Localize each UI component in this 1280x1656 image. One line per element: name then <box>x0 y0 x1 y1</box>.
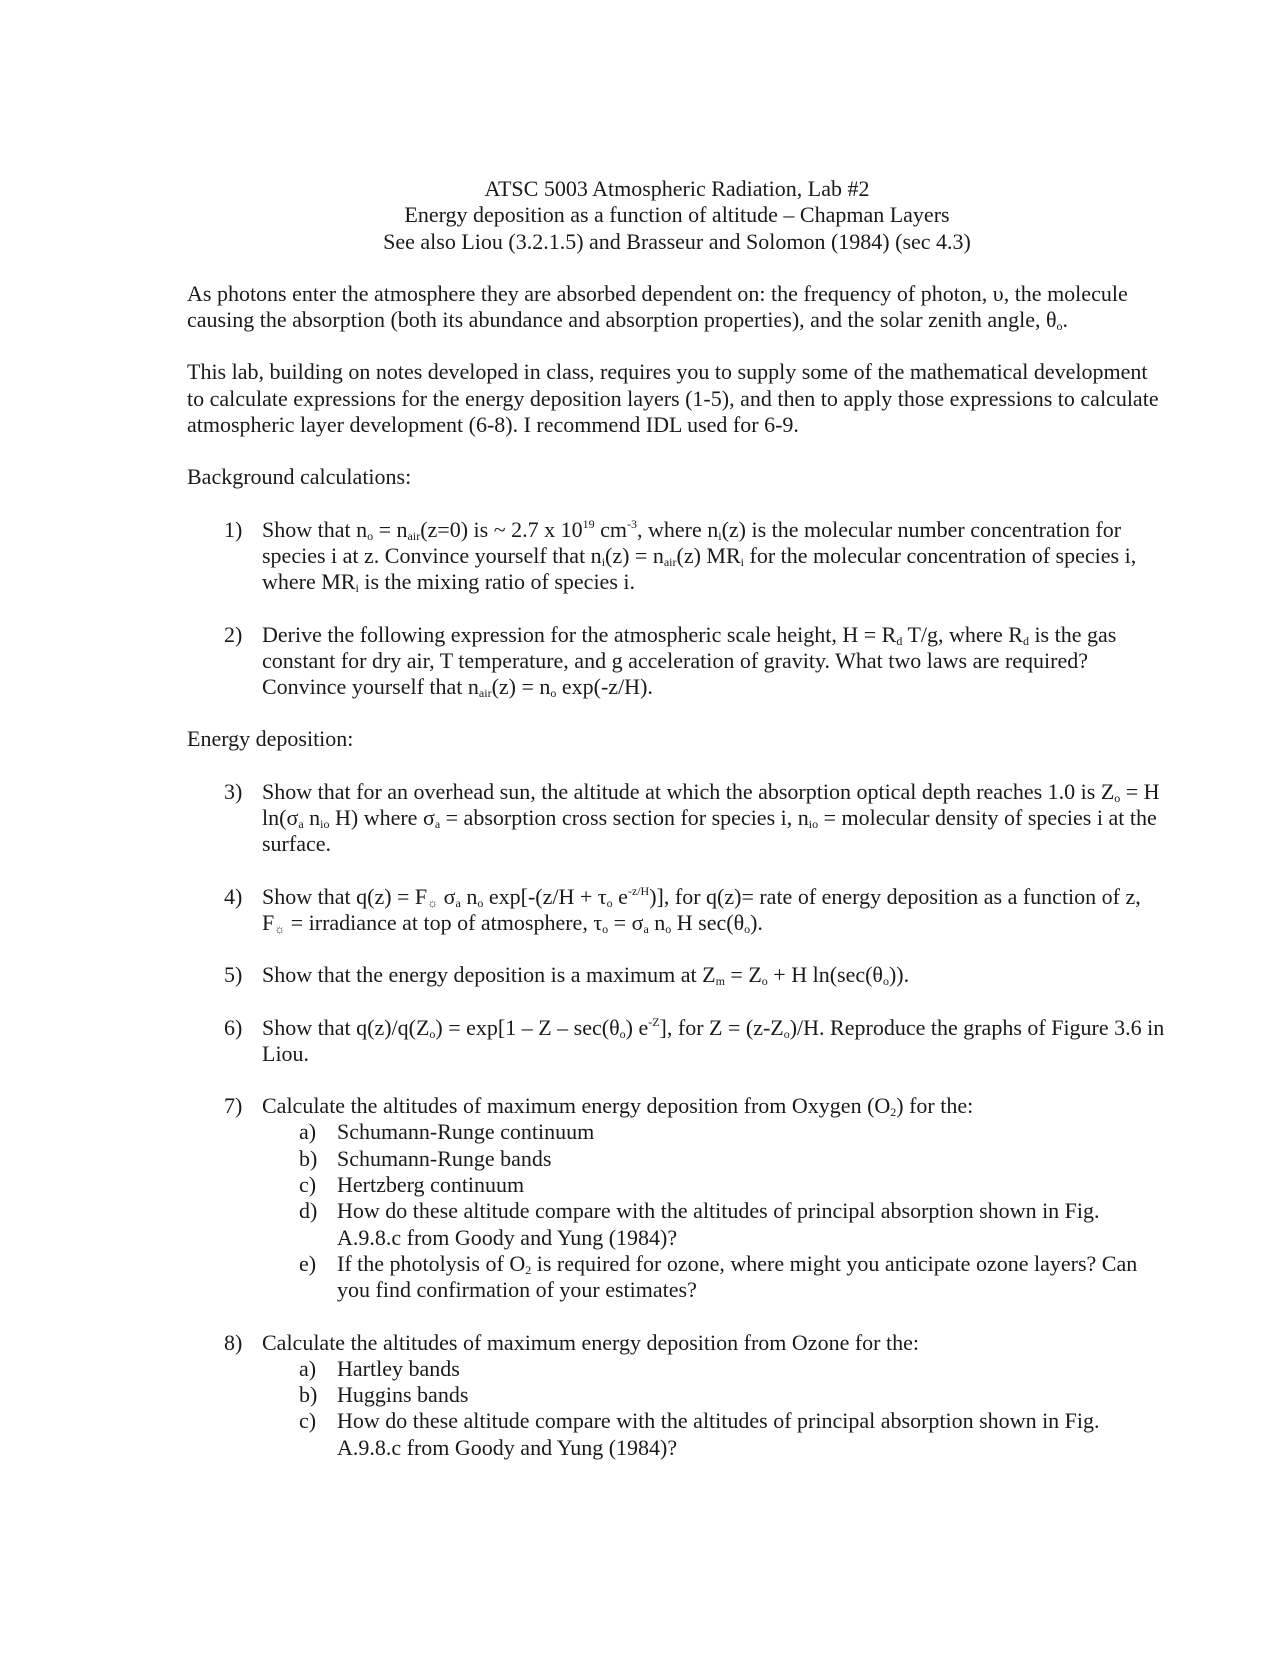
intro-paragraph-2: This lab, building on notes developed in class, requires you to supply some of the mathematical development to calculate expressions for the energy deposition layers (1-5), and then to apply those expressions to calculate atmospheric layer development (6-8). I recommend IDL used for 6-9. <box>187 359 1159 438</box>
question-number: 6) <box>224 1014 243 1040</box>
question-number: 5) <box>224 962 243 988</box>
sub-question-c: c) Hertzberg continuum <box>299 1172 525 1198</box>
sub-question-b: b) Schumann-Runge bands <box>299 1145 552 1171</box>
question-number: 3) <box>224 778 243 804</box>
section-heading-energy: Energy deposition: <box>187 726 354 752</box>
question-number: 8) <box>224 1329 243 1355</box>
question-number: 2) <box>224 621 243 647</box>
reference-line: See also Liou (3.2.1.5) and Brasseur and Solomon (1984) (sec 4.3) <box>383 228 971 254</box>
title-line: ATSC 5003 Atmospheric Radiation, Lab #2 <box>484 176 870 201</box>
sub-question-a: a) Hartley bands <box>299 1355 460 1381</box>
sub-question-e: e) If the photolysis of $O_2$ is required for ozone, where might you anticipate ozone layers? Can you find confirmation of your estimates? <box>299 1250 1138 1303</box>
question-7: 7) Calculate the altitudes of maximum energy deposition from Oxygen $(O_2)$ for the: a) Schumann-Runge continuum b) Schumann-Runge bands c) Hertzberg continuum d) How do these altitude compare with the altitudes of principal absorption shown in Fig. A.9.8.c from Goody and Yung (1984)? e) If the photolysis of $O_2$ is required for ozone, where might you anticipate ozone layers? Can you find confirmation of your estimates? <box>187 1093 1167 1303</box>
question-8: 8) Calculate the altitudes of maximum energy deposition from Ozone for the: a) Hartley bands b) Huggins bands c) How do these altitude compare with the altitudes of principal absorption shown in Fig. A.9.8.c from Goody and Yung (1984)? <box>187 1330 1167 1461</box>
question-4: 4) Show that $q(z) = F_☼$ $\sigma_a$ $n_o$ $\exp[-(z/H + \tau_o$ $e^{-z/H}$)], for q(z)= rate of energy deposition as a function of z, $F_☼$ = irradiance at top of atmosphere, $\tau_o = \sigma_a$ $n_o$ H $\sec(\theta_o)$. <box>224 883 1141 936</box>
question-number: 4) <box>224 883 243 909</box>
document-body <box>187 176 1167 1487</box>
section-heading-background: Background calculations: <box>187 464 412 490</box>
question-2: 2) Derive the following expression for the atmospheric scale height, $H = R_d$ T/g, where $R_d$ is the gas constant for dry air, T temperature, and g acceleration of gravity. What two laws are required? Convince yourself that $n_{air}(z) = n_o$ exp(-z/H). <box>224 621 1117 701</box>
document-header <box>187 176 1167 255</box>
question-number: 1) <box>224 516 243 542</box>
sub-question-c: c) How do these altitude compare with the altitudes of principal absorption shown in Fig. A.9.8.c from Goody and Yung (1984)? <box>299 1408 1100 1460</box>
question-list-energy <box>187 779 1167 1461</box>
intro-paragraph-1: As photons enter the atmosphere they are absorbed dependent on: the frequency of photon, υ, the molecule causing the absorption (both its abundance and absorption properties), and the solar zenith angle, $\theta_o$. <box>187 280 1128 334</box>
question-number: 7) <box>224 1093 243 1119</box>
question-1: 1) Show that $n_o = n_{air}(z=0)$ is ~ 2.7 x $10^{19}$ $cm^{-3}$, where $n_i(z)$ is the molecular number concentration for species i at z. Convince yourself that $n_i(z) = n_{air}(z)$ $MR_i$ for the molecular concentration of species i, where $MR_i$ is the mixing ratio of species i. <box>224 516 1137 596</box>
sub-question-b: b) Huggins bands <box>299 1382 469 1408</box>
sub-question-d: d) How do these altitude compare with the altitudes of principal absorption shown in Fig. A.9.8.c from Goody and Yung (1984)? <box>299 1198 1100 1250</box>
question-5: 5) Show that the energy deposition is a maximum at $Z_m = Z_o + H$ $\ln(\sec(\theta_o))$. <box>224 962 910 989</box>
sub-question-list <box>262 1356 1167 1461</box>
sub-question-list <box>262 1119 1167 1303</box>
question-list-background <box>187 517 1167 701</box>
sub-question-a: a) Schumann-Runge continuum <box>299 1119 595 1145</box>
question-6: 6) Show that $q(z)/q(Z_o) = \exp[1 - Z - \sec(\theta_o)$ $e^{-Z}$], for $Z = (z-Z_o)/H$. Reproduce the graphs of Figure 3.6 in Liou. <box>224 1014 1165 1066</box>
subtitle-line: Energy deposition as a function of altitude – Chapman Layers <box>404 202 950 228</box>
question-3: 3) Show that for an overhead sun, the altitude at which the absorption optical depth reaches 1.0 is $Z_o = H$ $\ln(\sigma_a$ $n_{io}$ H) where $\sigma_a$ = absorption cross section for species i, $n_{io}$ = molecular density of species i at the surface. <box>224 778 1160 857</box>
